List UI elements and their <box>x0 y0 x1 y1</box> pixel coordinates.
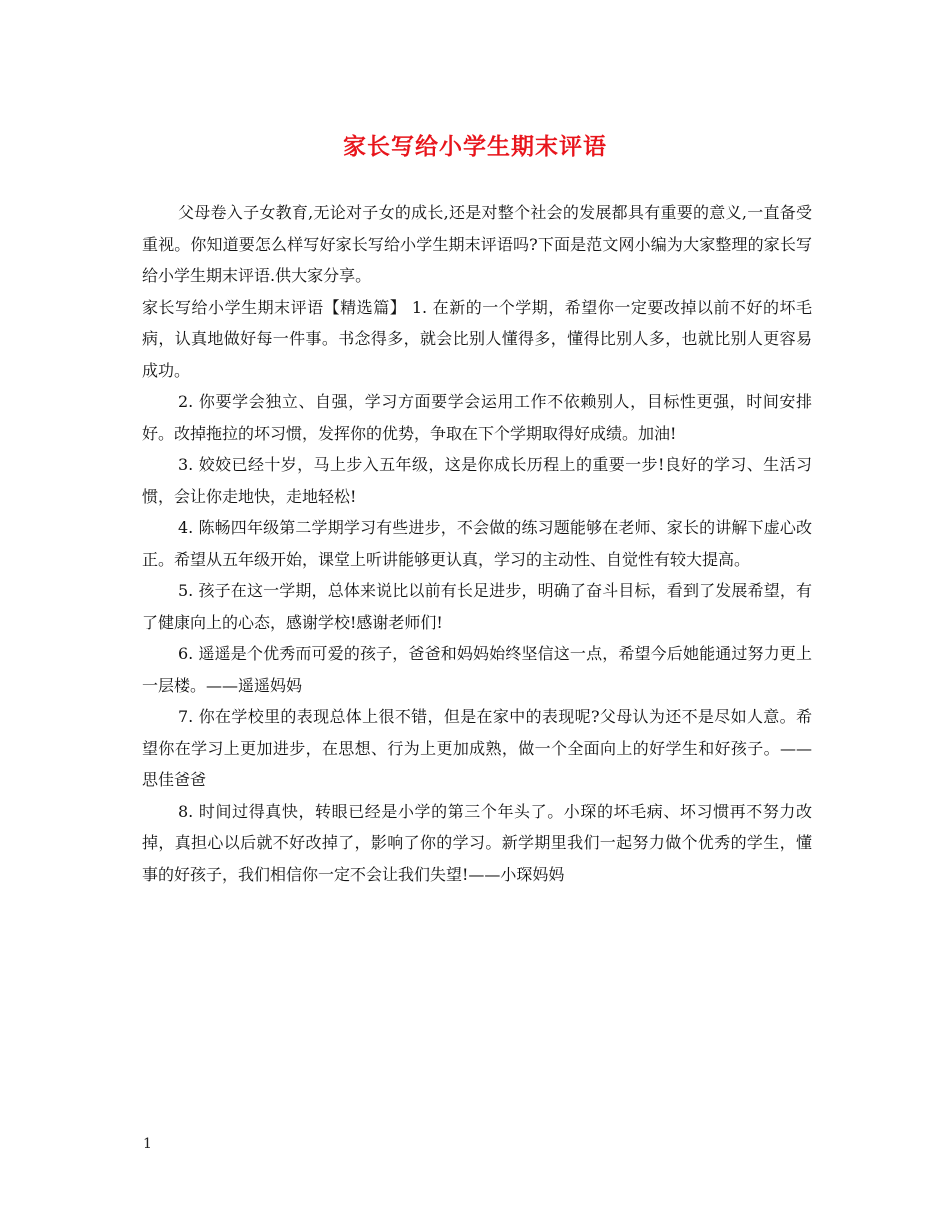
comment-paragraph-4: 4. 陈畅四年级第二学期学习有些进步，不会做的练习题能够在老师、家长的讲解下虚心改正。希望从五年级开始，课堂上听讲能够更认真，学习的主动性、自觉性有较大提高。 <box>142 518 812 569</box>
comment-paragraph-6: 6. 遥遥是个优秀而可爱的孩子，爸爸和妈妈始终坚信这一点，希望今后她能通过努力更上一层楼。——遥遥妈妈 <box>142 644 812 695</box>
page-number: 1 <box>143 1136 152 1152</box>
comment-paragraph-3: 3. 姣姣已经十岁，马上步入五年级，这是你成长历程上的重要一步!良好的学习、生活习惯，会让你走地快，走地轻松! <box>142 455 812 506</box>
comment-paragraph-8: 8. 时间过得真快，转眼已经是小学的第三个年头了。小琛的坏毛病、坏习惯再不努力改掉，真担心以后就不好改掉了，影响了你的学习。新学期里我们一起努力做个优秀的学生，懂事的好孩子，我们相信你一定不会让我们失望!——小琛妈妈 <box>142 801 812 884</box>
intro-paragraph: 父母卷入子女教育,无论对子女的成长,还是对整个社会的发展都具有重要的意义,一直备受重视。你知道要怎么样写好家长写给小学生期末评语吗?下面是范文网小编为大家整理的家长写给小学生期末评语.供大家分享。 <box>142 203 812 285</box>
comment-paragraph-2: 2. 你要学会独立、自强，学习方面要学会运用工作不依赖别人，目标性更强，时间安排好。改掉拖拉的坏习惯，发挥你的优势，争取在下个学期取得好成绩。加油! <box>142 392 812 443</box>
comment-paragraph-5: 5. 孩子在这一学期，总体来说比以前有长足进步，明确了奋斗目标，看到了发展希望，有了健康向上的心态，感谢学校!感谢老师们! <box>142 581 812 632</box>
document-body <box>142 197 812 890</box>
section-heading-paragraph: 家长写给小学生期末评语【精选篇】 1. 在新的一个学期，希望你一定要改掉以前不好的坏毛病，认真地做好每一件事。书念得多，就会比别人懂得多，懂得比别人多，也就比别人更容易成功。 <box>142 297 812 380</box>
comment-paragraph-7: 7. 你在学校里的表现总体上很不错，但是在家中的表现呢?父母认为还不是尽如人意。希望你在学习上更加进步，在思想、行为上更加成熟，做一个全面向上的好学生和好孩子。——思佳爸爸 <box>142 707 812 789</box>
document-title: 家长写给小学生期末评语 <box>343 133 607 160</box>
